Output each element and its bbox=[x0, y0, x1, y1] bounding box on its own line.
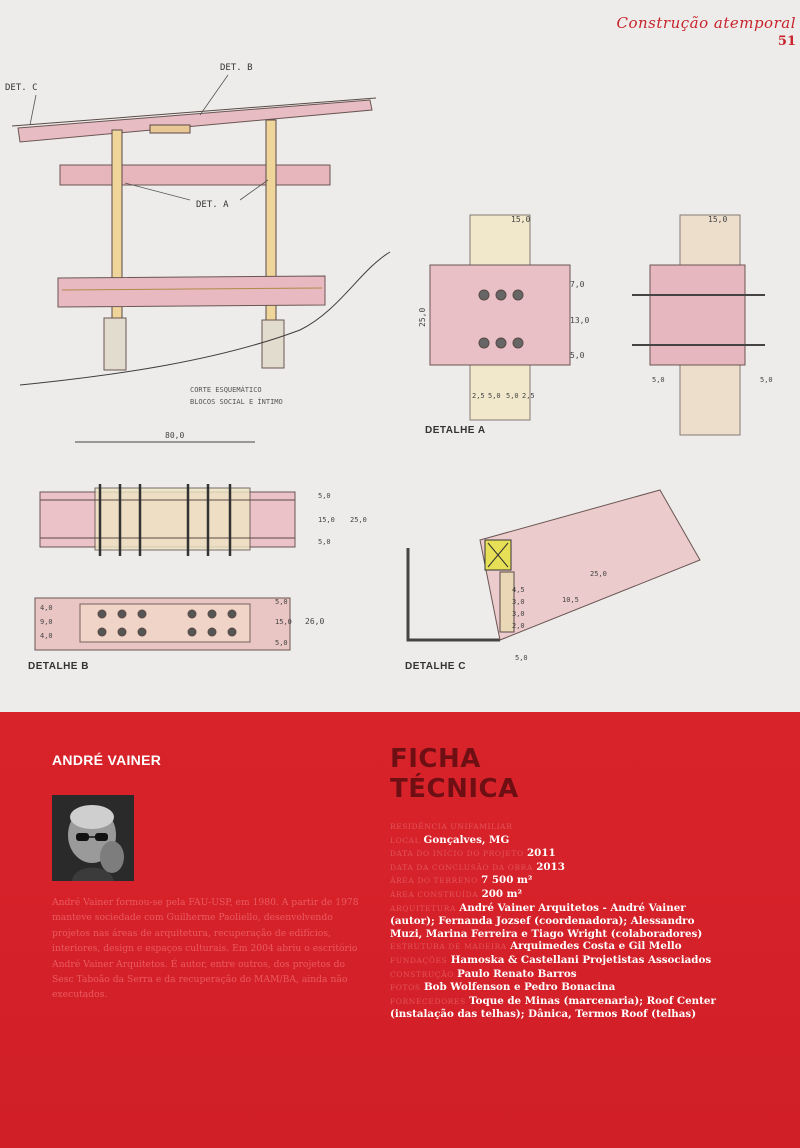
svg-text:15,0: 15,0 bbox=[318, 516, 335, 524]
svg-text:2,0: 2,0 bbox=[512, 622, 525, 630]
svg-text:13,0: 13,0 bbox=[570, 316, 590, 325]
portrait-image bbox=[52, 795, 134, 881]
ficha-label: ÁREA CONSTRUÍDA bbox=[390, 889, 479, 899]
svg-text:15,0: 15,0 bbox=[511, 215, 531, 224]
ficha-value: Toque de Minas (marcenaria); Roof Center (instalação das telhas); Dânica, Termos Roof (telhas) bbox=[390, 994, 716, 1021]
section-caption-line1: CORTE ESQUEMÁTICO bbox=[190, 386, 262, 394]
ficha-row bbox=[390, 834, 720, 848]
ficha-label: FOTOS bbox=[390, 983, 421, 993]
svg-text:4,0: 4,0 bbox=[40, 632, 53, 640]
ficha-row bbox=[390, 940, 720, 954]
ficha-title-line1: FICHA bbox=[390, 744, 481, 774]
svg-text:10,5: 10,5 bbox=[562, 596, 579, 604]
svg-text:4,5: 4,5 bbox=[512, 586, 525, 594]
ficha-value: André Vainer Arquitetos - André Vainer (autor); Fernanda Jozsef (coordenadora); Alessandro Muzi, Marina Ferreira e Tiago Wright (colaboradores) bbox=[390, 901, 703, 940]
ficha-row bbox=[390, 847, 720, 861]
svg-text:5,0: 5,0 bbox=[275, 598, 288, 606]
svg-text:80,0: 80,0 bbox=[165, 431, 185, 440]
svg-text:5,0: 5,0 bbox=[570, 351, 585, 360]
ficha-value: Gonçalves, MG bbox=[423, 833, 510, 846]
svg-text:5,0: 5,0 bbox=[318, 492, 331, 500]
callout-det-b: DET. B bbox=[220, 63, 253, 73]
svg-text:2,5: 2,5 bbox=[522, 392, 535, 400]
ficha-value: Arquimedes Costa e Gil Mello bbox=[510, 940, 682, 953]
svg-text:5,0: 5,0 bbox=[652, 376, 665, 384]
ficha-label: ARQUITETURA bbox=[390, 903, 456, 913]
svg-text:5,0: 5,0 bbox=[488, 392, 501, 400]
svg-text:15,0: 15,0 bbox=[708, 215, 728, 224]
svg-text:25,0: 25,0 bbox=[590, 570, 607, 578]
callout-det-c: DET. C bbox=[5, 83, 38, 93]
detail-b-sketch bbox=[35, 442, 295, 650]
svg-text:3,0: 3,0 bbox=[512, 598, 525, 606]
ficha-value: 2013 bbox=[536, 860, 565, 873]
ficha-label: ÁREA DO TERRENO bbox=[390, 876, 478, 886]
author-bio: André Vainer formou-se pela FAU-USP, em 1980. A partir de 1978 manteve sociedade com Guilherme Paoliello, desenvolvendo projetos nas áreas de arquitetura, recuperação de edifícios, interiores, design e espaços culturais. Em 2004 abriu o escritório André Vainer Arquitetos. É autor, entre outros, dos projetos do Sesc Taboão da Serra e da recuperação do MAM/BA, ainda não executados. bbox=[52, 897, 359, 1001]
ficha-tecnica-list bbox=[390, 820, 720, 1021]
ficha-value: Paulo Renato Barros bbox=[457, 967, 577, 980]
section-caption-line2: BLOCOS SOCIAL E ÍNTIMO bbox=[190, 398, 283, 406]
ficha-row bbox=[390, 888, 720, 902]
ficha-label: LOCAL bbox=[390, 835, 421, 845]
svg-text:2,5: 2,5 bbox=[472, 392, 485, 400]
ficha-row bbox=[390, 981, 720, 995]
detail-a-sketch bbox=[430, 215, 765, 435]
callout-det-a: DET. A bbox=[196, 200, 229, 210]
page-number: 51 bbox=[777, 34, 796, 49]
ficha-label: FUNDAÇÕES bbox=[390, 955, 448, 965]
detail-a-label: DETALHE A bbox=[425, 425, 486, 436]
svg-text:26,0: 26,0 bbox=[305, 617, 325, 626]
ficha-label: DATA DO INÍCIO DO PROJETO bbox=[390, 849, 524, 859]
svg-text:25,0: 25,0 bbox=[418, 307, 427, 327]
detail-b-label: DETALHE B bbox=[28, 661, 89, 672]
ficha-label: ESTRUTURA DE MADEIRA bbox=[390, 942, 507, 952]
svg-text:7,0: 7,0 bbox=[570, 280, 585, 289]
svg-text:9,0: 9,0 bbox=[40, 618, 53, 626]
ficha-row bbox=[390, 968, 720, 982]
ficha-label: RESIDÊNCIA UNIFAMILIAR bbox=[390, 822, 513, 831]
ficha-label: CONSTRUÇÃO bbox=[390, 969, 454, 979]
svg-text:15,0: 15,0 bbox=[275, 618, 292, 626]
ficha-row bbox=[390, 995, 720, 1021]
ficha-tecnica-title bbox=[390, 744, 519, 804]
ficha-value: Hamoska & Castellani Projetistas Associados bbox=[450, 953, 712, 966]
detail-c-sketch bbox=[408, 490, 700, 640]
svg-text:3,0: 3,0 bbox=[512, 610, 525, 618]
ficha-row bbox=[390, 954, 720, 968]
author-photo bbox=[52, 795, 134, 881]
section-sketch bbox=[12, 98, 390, 385]
svg-text:25,0: 25,0 bbox=[350, 516, 367, 524]
detail-c-label: DETALHE C bbox=[405, 661, 466, 672]
ficha-row bbox=[390, 874, 720, 888]
section-title: Construção atemporal bbox=[616, 14, 796, 32]
author-name: ANDRÉ VAINER bbox=[52, 752, 162, 768]
svg-text:5,0: 5,0 bbox=[760, 376, 773, 384]
svg-text:5,0: 5,0 bbox=[506, 392, 519, 400]
svg-text:4,0: 4,0 bbox=[40, 604, 53, 612]
ficha-value: 200 m² bbox=[481, 887, 523, 900]
ficha-row bbox=[390, 902, 720, 941]
ficha-value: Bob Wolfenson e Pedro Bonacina bbox=[423, 981, 616, 994]
ficha-value: 2011 bbox=[526, 847, 556, 860]
ficha-row bbox=[390, 861, 720, 875]
ficha-row bbox=[390, 820, 720, 834]
svg-text:5,0: 5,0 bbox=[515, 654, 528, 662]
svg-text:5,0: 5,0 bbox=[275, 639, 288, 647]
svg-text:5,0: 5,0 bbox=[318, 538, 331, 546]
ficha-label: DATA DA CONCLUSÃO DA OBRA bbox=[390, 862, 533, 872]
ficha-title-line2: TÉCNICA bbox=[390, 774, 519, 804]
ficha-label: FORNECEDORES bbox=[390, 996, 466, 1006]
ficha-value: 7 500 m² bbox=[481, 874, 533, 887]
